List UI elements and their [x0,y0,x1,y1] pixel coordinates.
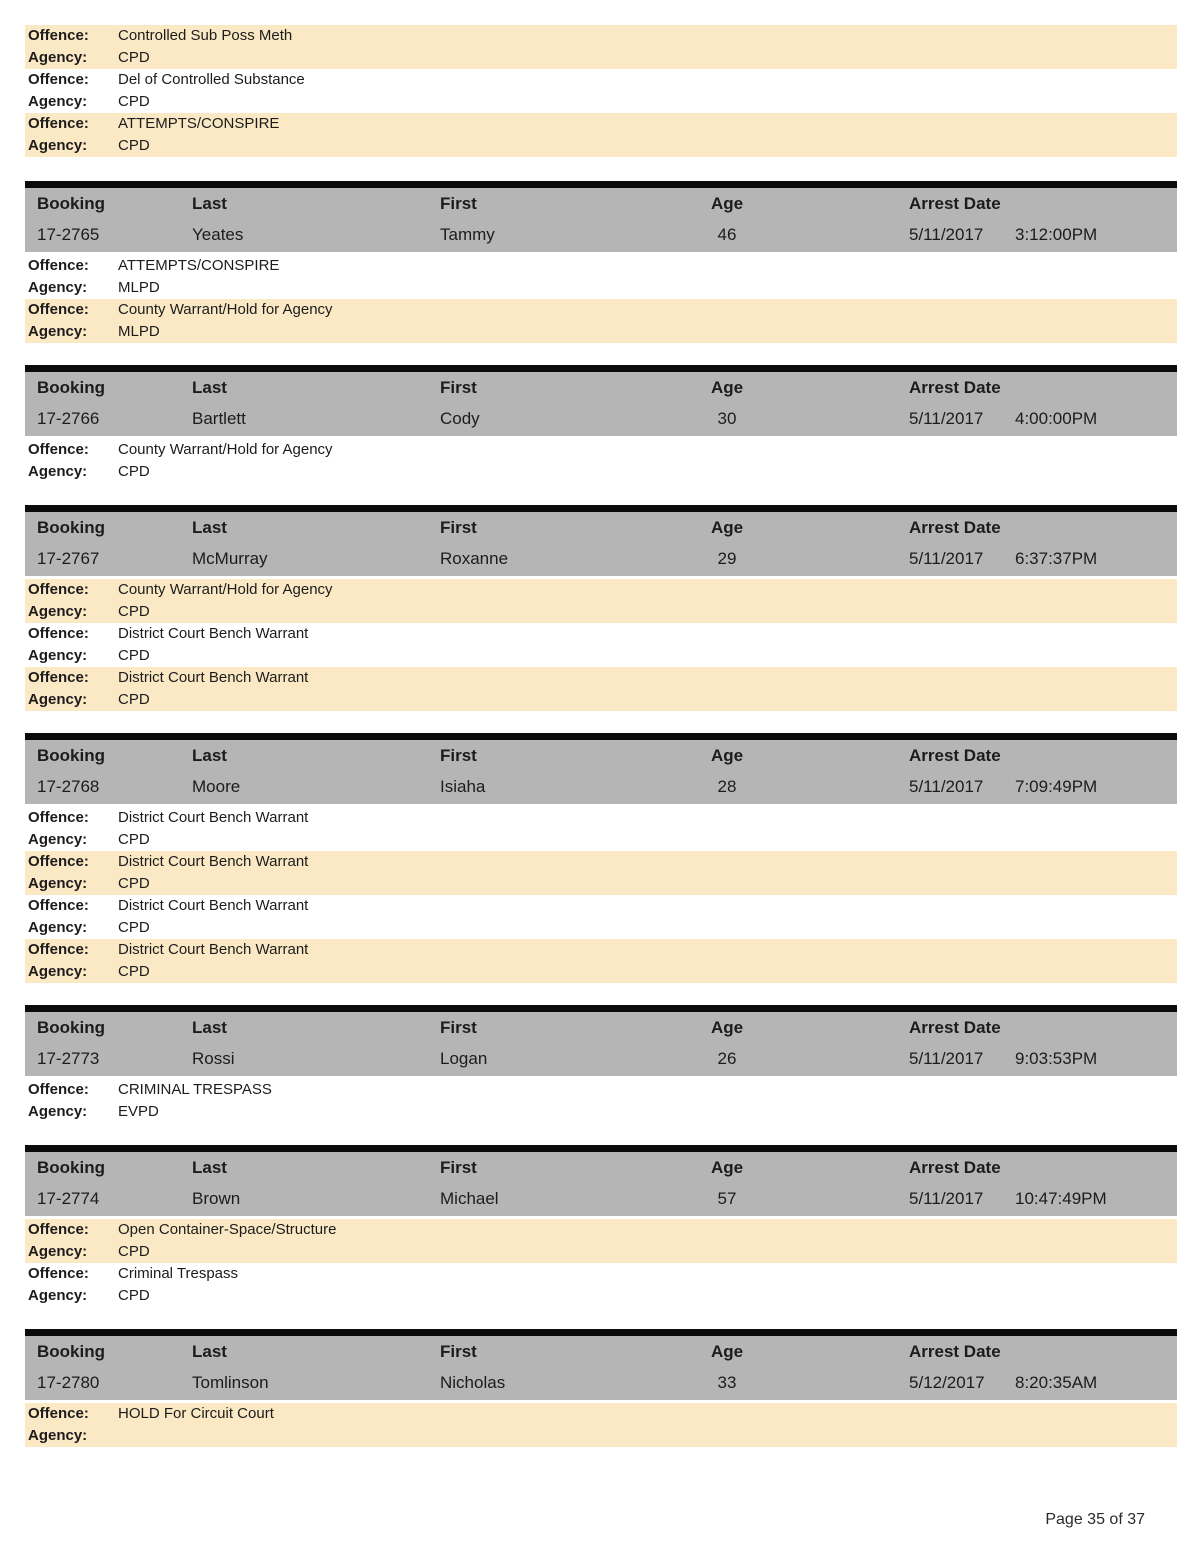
offence-value: District Court Bench Warrant [118,897,309,914]
offence-label: Offence: [28,1265,89,1282]
agency-label: Agency: [28,1243,88,1260]
offence-line [28,807,1177,829]
booking-sections [25,181,1177,1447]
header-arrest-date: Arrest Date [909,378,1001,397]
agency-value: CPD [118,963,150,980]
header-age: Age [710,518,744,537]
offence-label: Offence: [28,581,89,598]
table-gray-block [25,512,1177,576]
offence-value: HOLD For Circuit Court [118,1405,274,1422]
cell-booking-number: 17-2765 [37,225,100,244]
offence-label: Offence: [28,441,89,458]
agency-label: Agency: [28,875,88,892]
agency-line [28,135,1177,157]
agency-label: Agency: [28,691,88,708]
header-age: Age [710,194,744,213]
agency-value: EVPD [118,1103,159,1120]
offence-line [28,1403,1177,1425]
offence-value: District Court Bench Warrant [118,669,309,686]
agency-label: Agency: [28,323,88,340]
header-last: Last [192,1158,227,1177]
arrest-date-value: 5/11/2017 [909,225,984,244]
offence-agency-pair [25,851,1177,895]
cell-last-name: Moore [192,777,241,796]
header-booking: Booking [37,194,105,213]
booking-section [25,1005,1177,1123]
offence-value: ATTEMPTS/CONSPIRE [118,257,280,274]
offence-list [25,807,1177,983]
offence-agency-pair [25,895,1177,939]
offence-line [28,895,1177,917]
arrest-time-value: 3:12:00PM [1015,225,1098,244]
cell-last-name: Brown [192,1189,241,1208]
header-arrest-date: Arrest Date [909,1018,1001,1037]
arrest-time-value: 9:03:53PM [1015,1049,1098,1068]
agency-value: CPD [118,1287,150,1304]
agency-label: Agency: [28,603,88,620]
cell-age: 33 [717,1373,737,1392]
agency-label: Agency: [28,49,88,66]
offence-label: Offence: [28,897,89,914]
offence-label: Offence: [28,809,89,826]
offence-label: Offence: [28,941,89,958]
offence-agency-pair [25,1079,1177,1123]
agency-value: CPD [118,831,150,848]
offence-line [28,255,1177,277]
cell-first-name: Roxanne [440,549,509,568]
table-header-row [25,372,1177,400]
cell-booking-number: 17-2767 [37,549,100,568]
table-gray-block [25,1012,1177,1076]
agency-value: CPD [118,875,150,892]
offence-value: County Warrant/Hold for Agency [118,301,333,318]
arrest-time-value: 4:00:00PM [1015,409,1098,428]
header-age: Age [710,1018,744,1037]
table-top-bar [25,733,1177,740]
offence-line [28,851,1177,873]
offence-line [28,623,1177,645]
booking-data-row [25,216,1177,247]
offence-list [25,439,1177,483]
header-booking: Booking [37,1158,105,1177]
table-gray-block [25,1152,1177,1216]
agency-label: Agency: [28,137,88,154]
offence-label: Offence: [28,1405,89,1422]
table-header-row [25,740,1177,768]
cell-last-name: Yeates [192,225,244,244]
cell-booking-number: 17-2773 [37,1049,100,1068]
table-top-bar [25,365,1177,372]
offence-label: Offence: [28,853,89,870]
table-header-row [25,1012,1177,1040]
agency-line [28,1425,1177,1447]
agency-label: Agency: [28,831,88,848]
header-booking: Booking [37,1018,105,1037]
cell-age: 28 [717,777,737,796]
cell-arrest-datetime [792,1187,1177,1211]
header-last: Last [192,746,227,765]
agency-label: Agency: [28,919,88,936]
agency-line [28,1285,1177,1307]
booking-data-row [25,1040,1177,1071]
table-gray-block [25,372,1177,436]
agency-line [28,829,1177,851]
cell-first-name: Tammy [440,225,495,244]
agency-value: CPD [118,919,150,936]
offence-agency-pair [25,25,1177,69]
header-first: First [440,518,477,537]
cell-last-name: Bartlett [192,409,246,428]
table-header-row [25,1336,1177,1364]
cell-age: 57 [717,1189,737,1208]
agency-line [28,91,1177,113]
agency-value [118,1425,1177,1447]
agency-label: Agency: [28,93,88,110]
agency-value: CPD [118,691,150,708]
offence-line [28,69,1177,91]
table-header-row [25,512,1177,540]
booking-data-row [25,1180,1177,1211]
arrest-date-value: 5/11/2017 [909,1049,984,1068]
offence-value: District Court Bench Warrant [118,625,309,642]
header-first: First [440,1342,477,1361]
header-arrest-date: Arrest Date [909,746,1001,765]
offence-value: ATTEMPTS/CONSPIRE [118,115,280,132]
header-age: Age [710,1342,744,1361]
offence-list [25,255,1177,343]
offence-line [28,439,1177,461]
cell-first-name: Michael [440,1189,499,1208]
offence-agency-pair [25,939,1177,983]
cell-booking-number: 17-2774 [37,1189,100,1208]
header-arrest-date: Arrest Date [909,1342,1001,1361]
table-header-row [25,1152,1177,1180]
offence-label: Offence: [28,257,89,274]
table-top-bar [25,181,1177,188]
agency-label: Agency: [28,279,88,296]
booking-data-row [25,1364,1177,1395]
offence-line [28,1219,1177,1241]
offence-agency-pair [25,299,1177,343]
header-last: Last [192,1342,227,1361]
agency-value: CPD [118,49,150,66]
header-last: Last [192,1018,227,1037]
cell-last-name: Rossi [192,1049,235,1068]
offence-agency-pair [25,1403,1177,1447]
cell-first-name: Isiaha [440,777,486,796]
header-booking: Booking [37,1342,105,1361]
booking-data-row [25,768,1177,799]
offence-label: Offence: [28,71,89,88]
agency-value: CPD [118,463,150,480]
agency-value: CPD [118,137,150,154]
header-first: First [440,746,477,765]
booking-section [25,1329,1177,1447]
header-arrest-date: Arrest Date [909,518,1001,537]
offence-agency-pair [25,255,1177,299]
header-booking: Booking [37,518,105,537]
agency-line [28,601,1177,623]
header-booking: Booking [37,378,105,397]
offence-label: Offence: [28,301,89,318]
cell-first-name: Nicholas [440,1373,506,1392]
header-first: First [440,1018,477,1037]
offence-list [25,1403,1177,1447]
agency-line [28,321,1177,343]
arrest-time-value: 8:20:35AM [1015,1373,1098,1392]
offence-label: Offence: [28,115,89,132]
arrest-time-value: 7:09:49PM [1015,777,1098,796]
header-arrest-date: Arrest Date [909,1158,1001,1177]
header-first: First [440,194,477,213]
cell-age: 26 [717,1049,737,1068]
offence-line [28,1263,1177,1285]
arrest-date-value: 5/11/2017 [909,549,984,568]
offence-line [28,113,1177,135]
agency-label: Agency: [28,463,88,480]
header-age: Age [710,746,744,765]
agency-line [28,1241,1177,1263]
agency-line [28,461,1177,483]
cell-booking-number: 17-2768 [37,777,100,796]
offence-value: District Court Bench Warrant [118,941,309,958]
agency-label: Agency: [28,963,88,980]
page-footer [25,1511,1177,1529]
offence-value: County Warrant/Hold for Agency [118,581,333,598]
offence-label: Offence: [28,1081,89,1098]
offence-value: Open Container-Space/Structure [118,1221,337,1238]
table-gray-block [25,740,1177,804]
agency-value: CPD [118,603,150,620]
cell-first-name: Cody [440,409,480,428]
offence-agency-pair [25,579,1177,623]
offence-line [28,25,1177,47]
cell-age: 46 [717,225,737,244]
cell-arrest-datetime [792,1371,1177,1395]
leading-offence-list [25,25,1177,157]
booking-section [25,365,1177,483]
offence-label: Offence: [28,669,89,686]
arrest-date-value: 5/11/2017 [909,409,984,428]
offence-label: Offence: [28,1221,89,1238]
booking-data-row [25,400,1177,431]
cell-arrest-datetime [792,1047,1177,1071]
booking-section [25,733,1177,983]
offence-agency-pair [25,1263,1177,1307]
agency-value: CPD [118,1243,150,1260]
agency-value: CPD [118,93,150,110]
header-last: Last [192,378,227,397]
arrest-time-value: 6:37:37PM [1015,549,1098,568]
header-age: Age [710,378,744,397]
offence-value: District Court Bench Warrant [118,809,309,826]
cell-arrest-datetime [792,407,1177,431]
header-first: First [440,1158,477,1177]
table-gray-block [25,1336,1177,1400]
table-gray-block [25,188,1177,252]
arrest-date-value: 5/12/2017 [909,1373,985,1392]
header-booking: Booking [37,746,105,765]
arrest-date-value: 5/11/2017 [909,1189,984,1208]
agency-line [28,917,1177,939]
agency-label: Agency: [28,1427,88,1444]
agency-line [28,277,1177,299]
offence-value: County Warrant/Hold for Agency [118,441,333,458]
agency-line [28,689,1177,711]
booking-section [25,181,1177,343]
offence-label: Offence: [28,27,89,44]
agency-value: MLPD [118,323,160,340]
agency-value: CPD [118,647,150,664]
cell-booking-number: 17-2780 [37,1373,100,1392]
offence-line [28,1079,1177,1101]
header-last: Last [192,194,227,213]
table-top-bar [25,1329,1177,1336]
offence-agency-pair [25,807,1177,851]
cell-age: 30 [717,409,737,428]
offence-line [28,299,1177,321]
offence-line [28,939,1177,961]
header-last: Last [192,518,227,537]
table-top-bar [25,1005,1177,1012]
booking-section [25,1145,1177,1307]
header-age: Age [710,1158,744,1177]
offence-value: Del of Controlled Substance [118,71,305,88]
offence-value: District Court Bench Warrant [118,853,309,870]
offence-line [28,667,1177,689]
page-number: Page 35 of 37 [1045,1511,1145,1528]
offence-agency-pair [25,623,1177,667]
header-first: First [440,378,477,397]
agency-label: Agency: [28,647,88,664]
table-header-row [25,188,1177,216]
offence-label: Offence: [28,625,89,642]
offence-agency-pair [25,69,1177,113]
offence-list [25,1079,1177,1123]
cell-arrest-datetime [792,223,1177,247]
arrest-time-value: 10:47:49PM [1015,1189,1107,1208]
offence-agency-pair [25,439,1177,483]
offence-value: Controlled Sub Poss Meth [118,27,293,44]
cell-age: 29 [717,549,737,568]
agency-line [28,873,1177,895]
table-top-bar [25,1145,1177,1152]
offence-list [25,579,1177,711]
cell-arrest-datetime [792,547,1177,571]
table-top-bar [25,505,1177,512]
cell-last-name: Tomlinson [192,1373,269,1392]
offence-line [28,579,1177,601]
agency-line [28,961,1177,983]
agency-line [28,1101,1177,1123]
offence-value: CRIMINAL TRESPASS [118,1081,272,1098]
agency-line [28,47,1177,69]
booking-data-row [25,540,1177,571]
cell-arrest-datetime [792,775,1177,799]
agency-value: MLPD [118,279,160,296]
booking-section [25,505,1177,711]
arrest-date-value: 5/11/2017 [909,777,984,796]
cell-booking-number: 17-2766 [37,409,100,428]
header-arrest-date: Arrest Date [909,194,1001,213]
agency-label: Agency: [28,1103,88,1120]
offence-agency-pair [25,1219,1177,1263]
offence-list [25,1219,1177,1307]
cell-first-name: Logan [440,1049,488,1068]
offence-agency-pair [25,667,1177,711]
agency-label: Agency: [28,1287,88,1304]
offence-value: Criminal Trespass [118,1265,239,1282]
offence-agency-pair [25,113,1177,157]
agency-line [28,645,1177,667]
cell-last-name: McMurray [192,549,268,568]
